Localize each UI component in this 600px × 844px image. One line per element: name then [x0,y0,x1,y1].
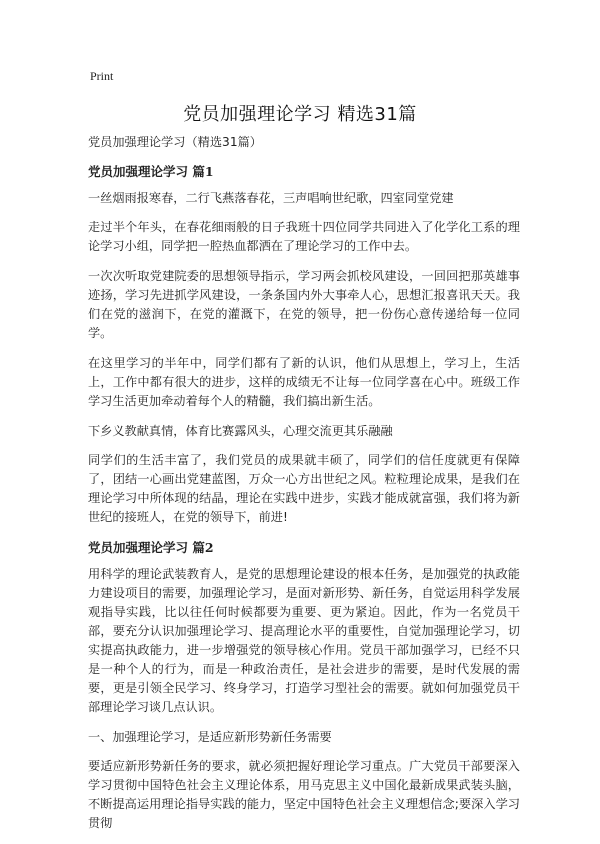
print-label: Print [90,69,114,83]
paragraph: 用科学的理论武装教育人，是党的思想理论建设的根本任务，是加强党的执政能力建设项目的需要，加强理论学习，是面对新形势、新任务，自觉运用科学发展观指导实践，比以往任何时候都要为重要、更为紧迫。因此，作为一名党员干部，要充分认识加强理论学习、提高理论水平的重要性，自觉加强理论学习，切实提高执政能力，进一步增强党的领导核心作用。党员干部加强学习，已经不只是一种个人的行为，而是一种政治责任，是社会进步的需要，是时代发展的需要，更是引领全民学习、终身学习，打造学习型社会的需要。就如何加强党员干部理论学习谈几点认识。 [88,567,520,714]
paragraph: 一次次听取党建院委的思想领导指示，学习两会抓校风建设，一回回把那英雄事迹扬，学习先进抓学风建设，一条条国内外大事牵人心，思想汇报喜讯天天。我们在党的滋润下，在党的灌溉下，在党的领导，把一份伤心意传递给每一位同学。 [88,269,520,340]
paragraph: 一丝烟雨报寒春，二行飞燕落春花，三声唱响世纪歌，四室同堂党建 [88,191,454,205]
paragraph: 要适应新形势新任务的要求，就必须把握好理论学习重点。广大党员干部要深入学习贯彻中国特色社会主义理论体系，用马克思主义中国化最新成果武装头脑，不断提高运用理论指导实践的能力，坚定中国特色社会主义理想信念;要深入学习贯彻 [88,759,520,830]
section-heading: 党员加强理论学习 篇2 [88,540,214,555]
document-subtitle: 党员加强理论学习（精选31篇） [88,135,262,149]
document-title: 党员加强理论学习 精选31篇 [183,104,417,125]
paragraph: 同学们的生活丰富了，我们党员的成果就丰硕了，同学们的信任度就更有保障了，团结一心画出党建蓝图，万众一心方出世纪之风。粒粒理论成果，是我们在理论学习中所体现的结晶，理论在实践中进步，实践才能成就富强，我们将为新世纪的接班人，在党的领导下，前进! [88,453,520,524]
paragraph: 一、加强理论学习，是适应新形势新任务需要 [88,730,332,744]
section-heading: 党员加强理论学习 篇1 [88,164,214,179]
paragraph: 在这里学习的半年中，同学们都有了新的认识，他们从思想上，学习上，生活上，工作中都有很大的进步，这样的成绩无不让每一位同学喜在心中。班级工作学习生活更加牵动着每个人的精髓，我们搞出新生活。 [88,356,520,408]
paragraph: 下乡义教献真情，体育比赛露风头，心理交流更其乐融融 [88,424,393,438]
document-body [88,133,520,844]
paragraph: 走过半个年头，在春花细雨般的日子我班十四位同学共同进入了化学化工系的理论学习小组，同学把一腔热血都洒在了理论学习的工作中去。 [88,220,520,253]
